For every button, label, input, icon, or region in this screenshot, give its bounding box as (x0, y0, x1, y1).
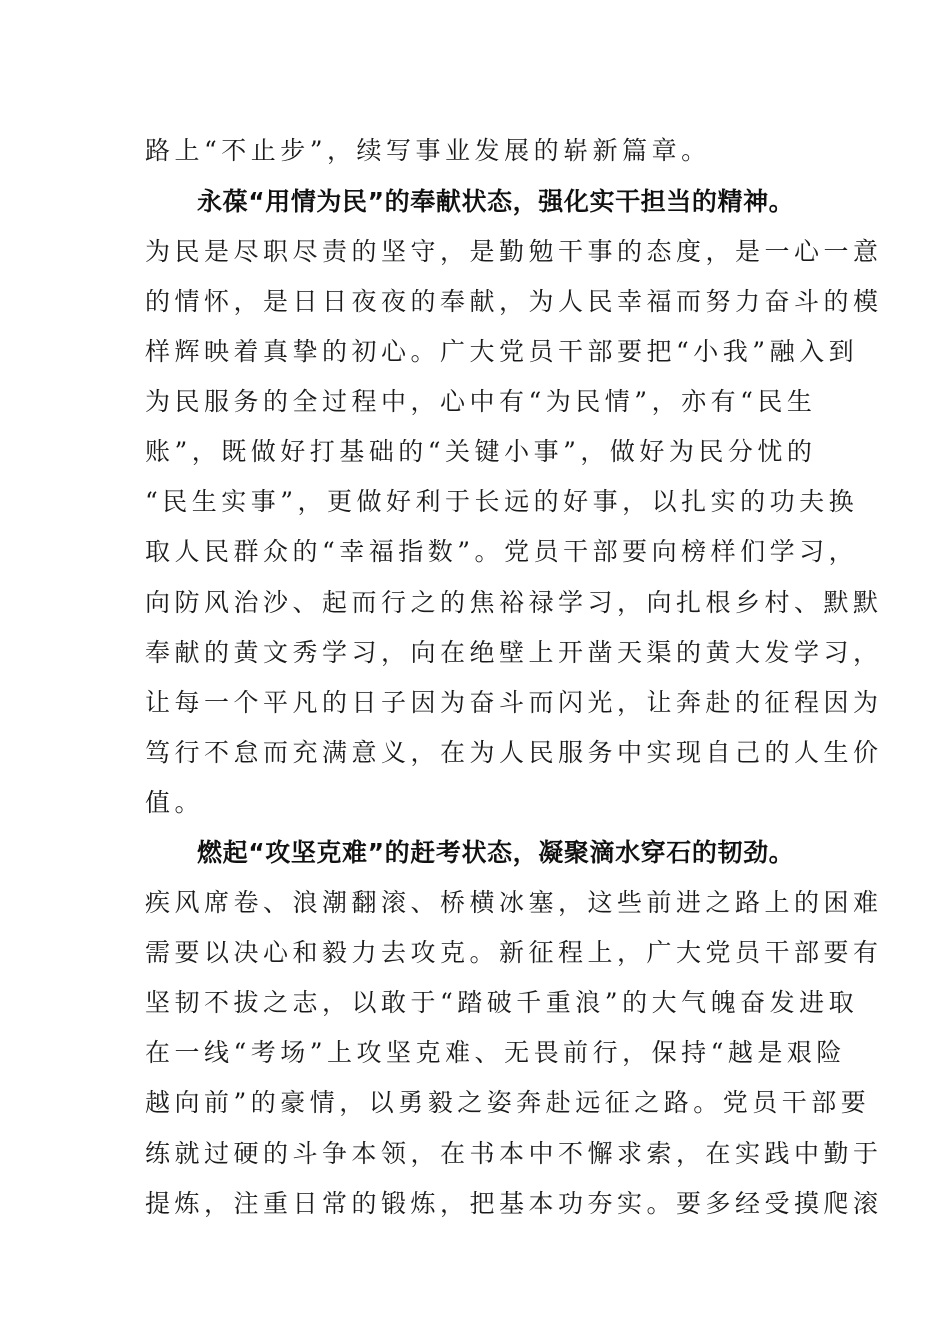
text-line: 为民服务的全过程中，心中有“为民情”，亦有“民生 (145, 387, 817, 416)
text-line: 提炼，注重日常的锻炼，把基本功夯实。要多经受摸爬滚 (145, 1189, 883, 1218)
text-line: 账”，既做好打基础的“关键小事”，做好为民分忧的 (145, 437, 817, 466)
text-line: 奉献的黄文秀学习，向在绝壁上开凿天渠的黄大发学习， (145, 638, 883, 667)
section-heading: 永葆“用情为民”的奉献状态，强化实干担当的精神。 (197, 187, 795, 216)
text-line: 为民是尽职尽责的坚守，是勤勉干事的态度，是一心一意 (145, 237, 883, 266)
text-line: 向防风治沙、起而行之的焦裕禄学习，向扎根乡村、默默 (145, 588, 883, 617)
text-line: 的情怀，是日日夜夜的奉献，为人民幸福而努力奋斗的模 (145, 287, 883, 316)
text-line: 取人民群众的“幸福指数”。党员干部要向榜样们学习， (145, 537, 859, 566)
text-line: 让每一个平凡的日子因为奋斗而闪光，让奔赴的征程因为 (145, 688, 883, 717)
text-line: 样辉映着真挚的初心。广大党员干部要把“小我”融入到 (145, 337, 859, 366)
text-line: 值。 (145, 788, 205, 817)
text-line: 坚韧不拔之志，以敢于“踏破千重浪”的大气魄奋发进取 (145, 988, 859, 1017)
text-line: 路上“不止步”，续写事业发展的崭新篇章。 (145, 136, 711, 165)
text-line: 笃行不怠而充满意义，在为人民服务中实现自己的人生价 (145, 738, 883, 767)
text-line: 需要以决心和毅力去攻克。新征程上，广大党员干部要有 (145, 938, 883, 967)
text-line: 在一线“考场”上攻坚克难、无畏前行，保持“越是艰险 (145, 1038, 846, 1067)
text-line: 练就过硬的斗争本领，在书本中不懈求索，在实践中勤于 (145, 1139, 883, 1168)
text-line: “民生实事”，更做好利于长远的好事，以扎实的功夫换 (145, 487, 859, 516)
text-line: 越向前”的豪情，以勇毅之姿奔赴远征之路。党员干部要 (145, 1088, 871, 1117)
text-line: 疾风席卷、浪潮翻滚、桥横冰塞，这些前进之路上的困难 (145, 888, 883, 917)
section-heading: 燃起“攻坚克难”的赶考状态，凝聚滴水穿石的韧劲。 (197, 838, 795, 867)
